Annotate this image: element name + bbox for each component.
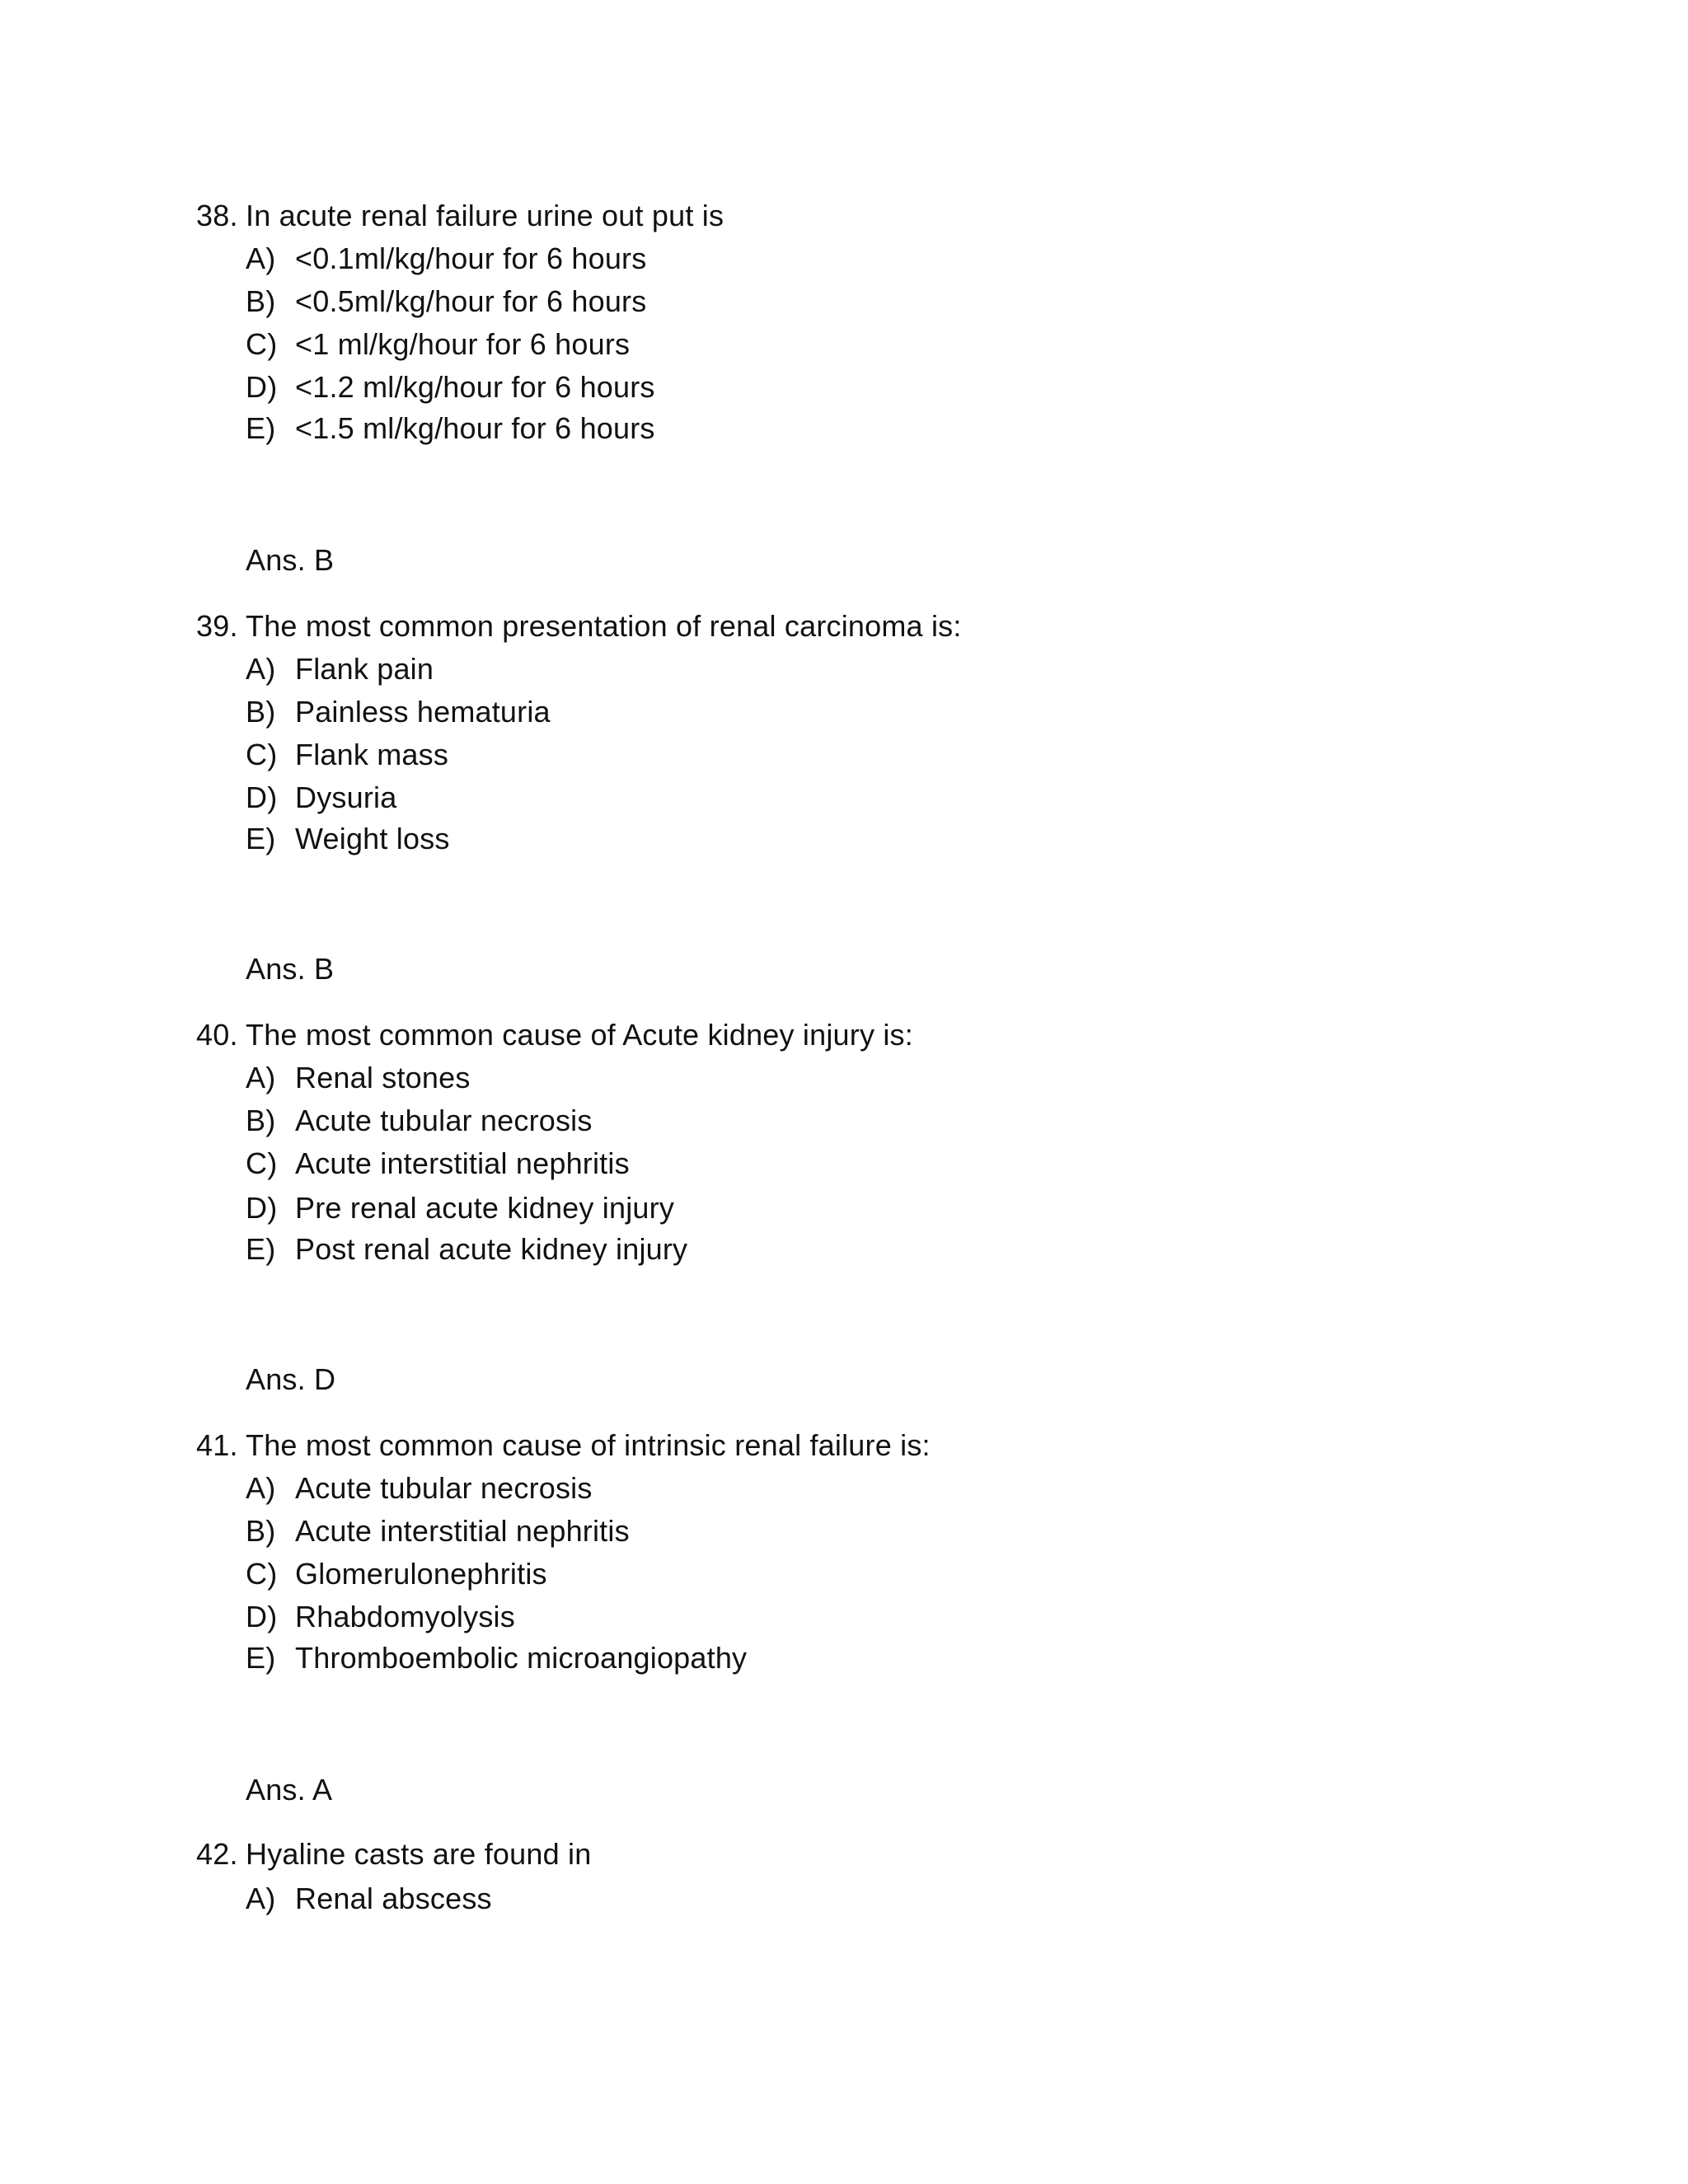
option-text: Flank mass (295, 738, 449, 771)
option-letter: A) (246, 1882, 276, 1915)
option-text: Acute tubular necrosis (295, 1104, 593, 1137)
option-letter: A) (246, 1471, 276, 1505)
question-text: In acute renal failure urine out put is (246, 199, 724, 232)
option-a (246, 1881, 492, 1917)
option-text: Rhabdomyolysis (295, 1600, 515, 1633)
option-letter: A) (246, 652, 276, 686)
option-text: Flank pain (295, 652, 434, 686)
option-text: Acute interstitial nephritis (295, 1514, 630, 1548)
option-a (246, 651, 434, 687)
option-letter: D) (246, 780, 278, 814)
option-letter: A) (246, 241, 276, 275)
option-e (246, 1640, 747, 1676)
answer-label: Ans. A (246, 1773, 333, 1807)
option-text: Renal stones (295, 1061, 471, 1094)
option-text: <1.2 ml/kg/hour for 6 hours (295, 370, 655, 404)
option-d (246, 780, 396, 816)
option-c (246, 326, 630, 363)
option-e (246, 1231, 687, 1268)
option-text: <0.5ml/kg/hour for 6 hours (295, 284, 647, 318)
option-letter: D) (246, 1600, 278, 1633)
question-number: 39. (196, 609, 238, 643)
question-number: 41. (196, 1428, 238, 1462)
option-letter: E) (246, 1641, 276, 1675)
question-stem (196, 1427, 931, 1464)
option-text: Thromboembolic microangiopathy (295, 1641, 748, 1675)
option-a (246, 241, 646, 277)
option-text: Painless hematuria (295, 695, 551, 729)
question-text: The most common presentation of renal carcinoma is: (246, 609, 962, 643)
option-c (246, 737, 448, 773)
option-letter: B) (246, 284, 276, 318)
option-e (246, 410, 655, 447)
option-text: Dysuria (295, 780, 397, 814)
option-a (246, 1060, 471, 1096)
option-b (246, 694, 551, 730)
question-text: Hyaline casts are found in (246, 1837, 592, 1871)
option-b (246, 1513, 630, 1549)
option-text: Acute tubular necrosis (295, 1471, 593, 1505)
option-letter: E) (246, 822, 276, 855)
question-stem (196, 1017, 913, 1053)
option-letter: A) (246, 1061, 276, 1094)
option-text: <1 ml/kg/hour for 6 hours (295, 327, 631, 361)
option-letter: E) (246, 1232, 276, 1266)
question-text: The most common cause of Acute kidney injury is: (246, 1018, 913, 1052)
answer-label: Ans. B (246, 952, 335, 986)
option-text: Renal abscess (295, 1882, 492, 1915)
option-letter: D) (246, 1191, 278, 1225)
option-text: Glomerulonephritis (295, 1557, 547, 1591)
question-stem (196, 1836, 591, 1872)
option-letter: D) (246, 370, 278, 404)
option-c (246, 1556, 547, 1592)
question-stem (196, 608, 962, 644)
option-text: <0.1ml/kg/hour for 6 hours (295, 241, 647, 275)
option-a (246, 1470, 593, 1507)
option-d (246, 1190, 674, 1226)
option-letter: C) (246, 327, 278, 361)
option-c (246, 1146, 630, 1182)
option-letter: B) (246, 695, 276, 729)
option-text: Weight loss (295, 822, 450, 855)
option-e (246, 821, 450, 857)
question-text: The most common cause of intrinsic renal failure is: (246, 1428, 931, 1462)
option-d (246, 369, 655, 405)
option-text: Pre renal acute kidney injury (295, 1191, 675, 1225)
option-letter: C) (246, 1146, 278, 1180)
option-text: <1.5 ml/kg/hour for 6 hours (295, 411, 655, 445)
option-text: Post renal acute kidney injury (295, 1232, 688, 1266)
question-number: 40. (196, 1018, 238, 1052)
option-letter: C) (246, 738, 278, 771)
option-letter: C) (246, 1557, 278, 1591)
option-b (246, 1103, 593, 1139)
option-d (246, 1599, 515, 1635)
answer-label: Ans. D (246, 1362, 336, 1396)
question-number: 42. (196, 1837, 238, 1871)
option-b (246, 284, 646, 320)
question-stem (196, 198, 724, 234)
question-number: 38. (196, 199, 238, 232)
option-letter: E) (246, 411, 276, 445)
answer-label: Ans. B (246, 543, 335, 577)
option-letter: B) (246, 1514, 276, 1548)
option-text: Acute interstitial nephritis (295, 1146, 630, 1180)
option-letter: B) (246, 1104, 276, 1137)
